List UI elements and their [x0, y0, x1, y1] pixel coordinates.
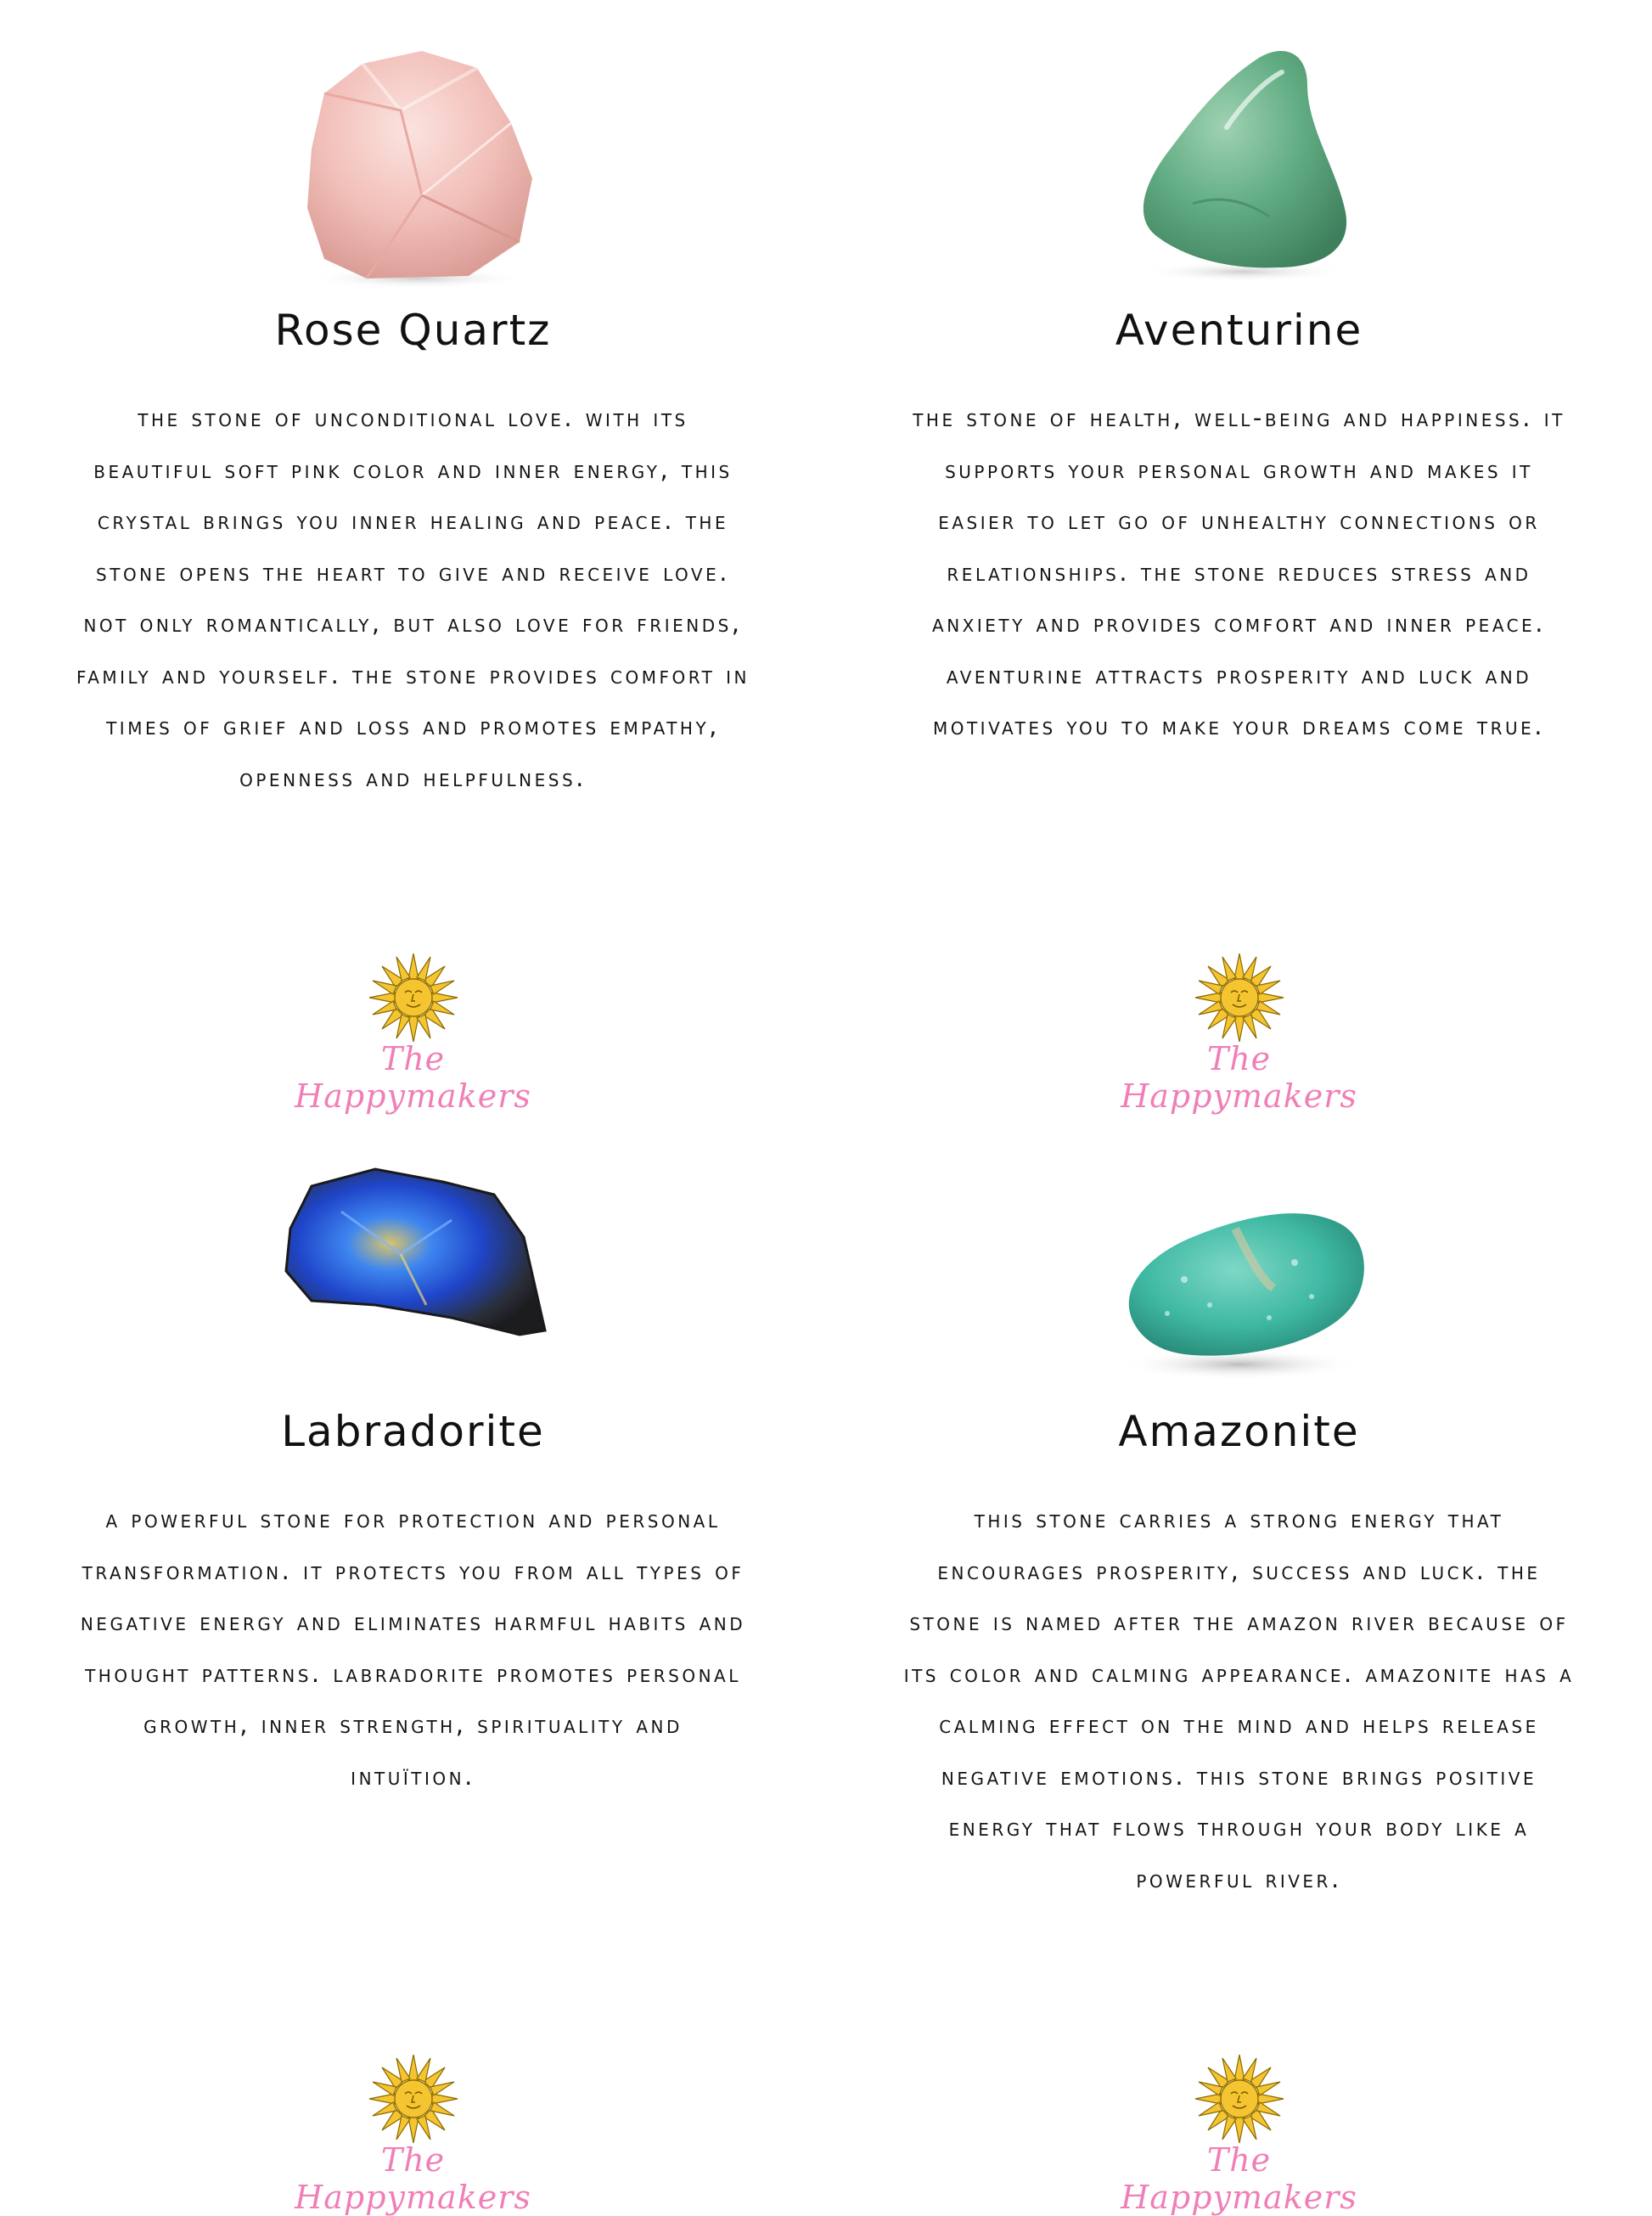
- brand-logo: [286, 2052, 541, 2216]
- stone-description: the stone of health, well-being and happiness. it supports your personal growth and makes it easier to let go of unhealthy connections or relationships. the stone reduces stress and anxiety and provides comfort and inner peace. aventurine attracts prosperity and luck and motivates you to make your dreams come true.: [913, 403, 1565, 740]
- brand-logo: [1112, 2052, 1367, 2216]
- sun-icon: [367, 2052, 460, 2146]
- stone-card-labradorite: [0, 1101, 826, 2216]
- stone-card-aventurine: [826, 0, 1652, 1115]
- brand-name: The Happymakers: [295, 2141, 531, 2216]
- stone-title: Aventurine: [1115, 306, 1363, 355]
- stone-title: Rose Quartz: [274, 306, 552, 355]
- aventurine-image: [1099, 34, 1379, 289]
- stone-card-rose-quartz: [0, 0, 826, 1115]
- labradorite-image: [273, 1135, 553, 1390]
- stone-title: Labradorite: [281, 1407, 545, 1456]
- rose-quartz-image: [273, 34, 553, 289]
- stone-description: the stone of unconditional love. with its beautiful soft pink color and inner energy, this crystal brings you inner healing and peace. the stone opens the heart to give and receive love. not only romantically, but also love for friends, family and yourself. the stone provides comfort in times of grief and loss and promotes empathy, openness and helpfulness.: [76, 403, 750, 792]
- sun-icon: [1193, 951, 1286, 1044]
- sun-icon: [367, 951, 460, 1044]
- stone-card-amazonite: [826, 1101, 1652, 2216]
- brand-name: The Happymakers: [1121, 2141, 1357, 2216]
- brand-name: The Happymakers: [1121, 1040, 1357, 1115]
- stone-description: this stone carries a strong energy that encourages prosperity, success and luck. the stone is named after the amazon river because of its color and calming appearance. amazonite has a calming effect on the mind and helps release negative emotions. this stone brings positive energy that flows through your body like a powerful river.: [903, 1505, 1575, 1893]
- brand-logo: [1112, 951, 1367, 1115]
- sun-icon: [1193, 2052, 1286, 2146]
- amazonite-image: [1099, 1135, 1379, 1390]
- brand-logo: [286, 951, 541, 1115]
- stone-title: Amazonite: [1118, 1407, 1360, 1456]
- brand-name: The Happymakers: [295, 1040, 531, 1115]
- stone-description: a powerful stone for protection and personal transformation. it protects you from all types of negative energy and eliminates harmful habits and thought patterns. labradorite promotes personal growth, inner strength, spirituality and intuïtion.: [80, 1505, 746, 1791]
